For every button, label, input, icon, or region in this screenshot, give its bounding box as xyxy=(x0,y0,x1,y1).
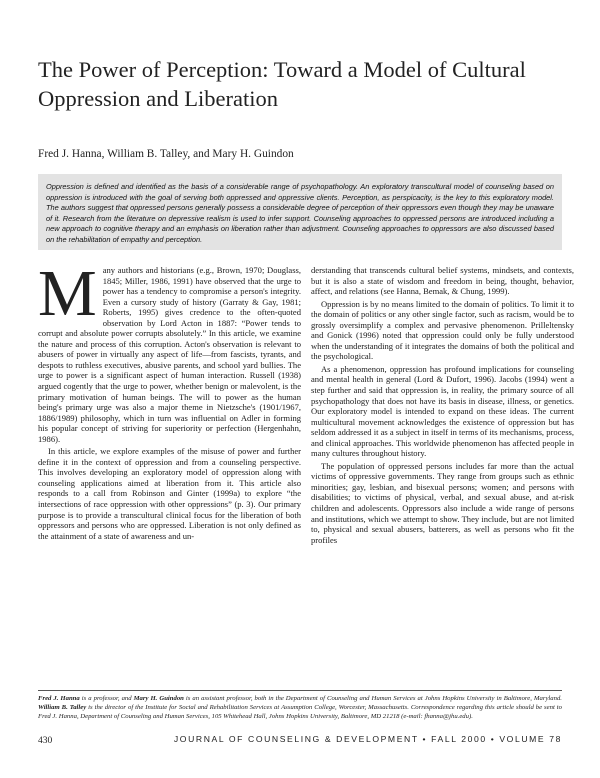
abstract-text: Oppression is defined and identified as the basis of a considerable range of psychopathology. An exploratory transcultural model of counseling based on oppression is introduced with the goal of serving both oppressed and oppressive clients. Perception, as perspicacity, is the key to this exploratory model. The authors suggest that oppressed persons generally possess a considerable degree of perception of their oppressors even though they may be unaware of it. Research from the literature on depressive realism is used to infer support. Counseling approaches to oppressed persons are introduced including a new approach to cognitive therapy and an emphasis on liberation rather than adjustment. Counseling approaches to oppressors are also discussed based on the rehabilitation of empathy and perception. xyxy=(46,182,554,244)
drop-cap: M xyxy=(38,257,97,330)
body-column-right xyxy=(311,265,574,547)
body-column-left xyxy=(38,257,301,543)
footnote-author-name: Fred J. Hanna xyxy=(38,695,80,702)
footnote-divider xyxy=(38,690,562,691)
body-paragraph: The population of oppressed persons includes far more than the actual victims of oppressive governments. They range from groups such as ethnic minorities; gay, lesbian, and bisexual persons; women; and persons with disabilities; to victims of physical, verbal, and sexual abuse, and at-risk children and adolescents. Oppressors also include a wide range of persons and institutions, which we attempt to show. They include, but are not limited to, physical and sexual abusers, batterers, as well as persons who fit the profiles xyxy=(311,460,574,545)
body-paragraph: Oppression is by no means limited to the domain of politics. To limit it to the domain of politics or any other single factor, such as racism, would be to grossly oversimplify a complex and pervasive phenomenon. Prilleltensky and Gonick (1996) noted that oppression could only be fully understood when the understanding of it integrates the domains of both the political and the psychological. xyxy=(311,298,574,362)
footnote-text: is a professor, and xyxy=(79,695,134,702)
article-title: The Power of Perception: Toward a Model of Cultural Oppression and Liberation xyxy=(38,57,526,111)
journal-footer: JOURNAL OF COUNSELING & DEVELOPMENT • FALL 2000 • VOLUME 78 xyxy=(173,734,562,744)
page-number: 430 xyxy=(38,736,53,746)
body-paragraph: any authors and historians (e.g., Brown, 1970; Douglass, 1845; Miller, 1986, 1991) have observed that the urge to power has a tendency to compromise a person's integrity. Even a cursory study of history (Garraty & Gay, 1981; Roberts, 1995) gives credence to the often-quoted observation by Lord Acton in 1887: “Power tends to corrupt and absolute power corrupts absolutely.” In this article, we examine the nature and process of this corruption. Acton's observation is relevant to abusers of power in virtually any aspect of life—from fascists, tyrants, and despots to ruthless executives, abusive parents, and school yard bullies. The urge to power is a significant aspect of human interaction. Russell (1938) argued cogently that the urge to power, whether benign or malevolent, is the primary motivation of human beings. The will to power as the human being's primary urge was also a major theme in Nietzsche's (1901/1967, 1886/1989) philosophy, which in turn was influential on Adler in forming his popular concept of striving for superiority or perfection (Hergenhahn, 1986). xyxy=(38,265,301,444)
body-paragraph: As a phenomenon, oppression has profound implications for counseling and mental health in general (Lord & Dufort, 1996). Jacobs (1994) went a step further and said that oppression is, in reality, the primary source of all psychopathology that does not have its basis in disease, illness, or genetics. Our exploratory model is intended to expand on these ideas. The current multicultural movement acknowledges the existence of oppression but has seldom addressed it as a subject in itself in terms of its mechanisms, process, and clinical approaches. This worldwide phenomenon has affected people in many cultures throughout history. xyxy=(311,363,574,459)
footnote-author-name: Mary H. Guindon xyxy=(133,695,184,702)
footnote-author-name: William B. Talley xyxy=(38,704,87,712)
footnote-text: is an assistant professor, both in the Department of Counseling and Human Services at Johns Hopkins University in Baltimore, Maryland. xyxy=(183,695,562,702)
footnote-text: is the director of the Institute for Social and Rehabilitation Services at Assumption College, Worcester, Massachusetts. Correspondence regarding this article should be sent to Fred J. Hanna, Department of Counseling and Human Services, 105 Whitehead Hall, Johns Hopkins University, Baltimore, MD 21218 (e-mail: fhanna@jhu.edu). xyxy=(38,704,562,721)
author-footnote xyxy=(38,694,562,722)
author-line: Fred J. Hanna, William B. Talley, and Mary H. Guindon xyxy=(38,148,294,160)
body-paragraph: In this article, we explore examples of the misuse of power and further define it in the context of oppression and from a counseling perspective. This involves developing an exploratory model of oppression along with counseling applications aimed at liberation from it. This article also responds to a call from Robinson and Ginter (1999a) to explore “the intersections of race oppression with other oppressions” (p. 3). Our primary purpose is to provide a transcultural clinical focus for the liberation of both oppressors and persons who are oppressed. Liberation is not only defined as the attainment of a state of awareness and un- xyxy=(38,446,301,541)
body-paragraph: derstanding that transcends cultural belief systems, mindsets, and contexts, but it is also a state of wisdom and freedom in being, thought, behavior, affect, and relations (see Hanna, Bemak, & Chung, 1999). xyxy=(311,265,574,297)
